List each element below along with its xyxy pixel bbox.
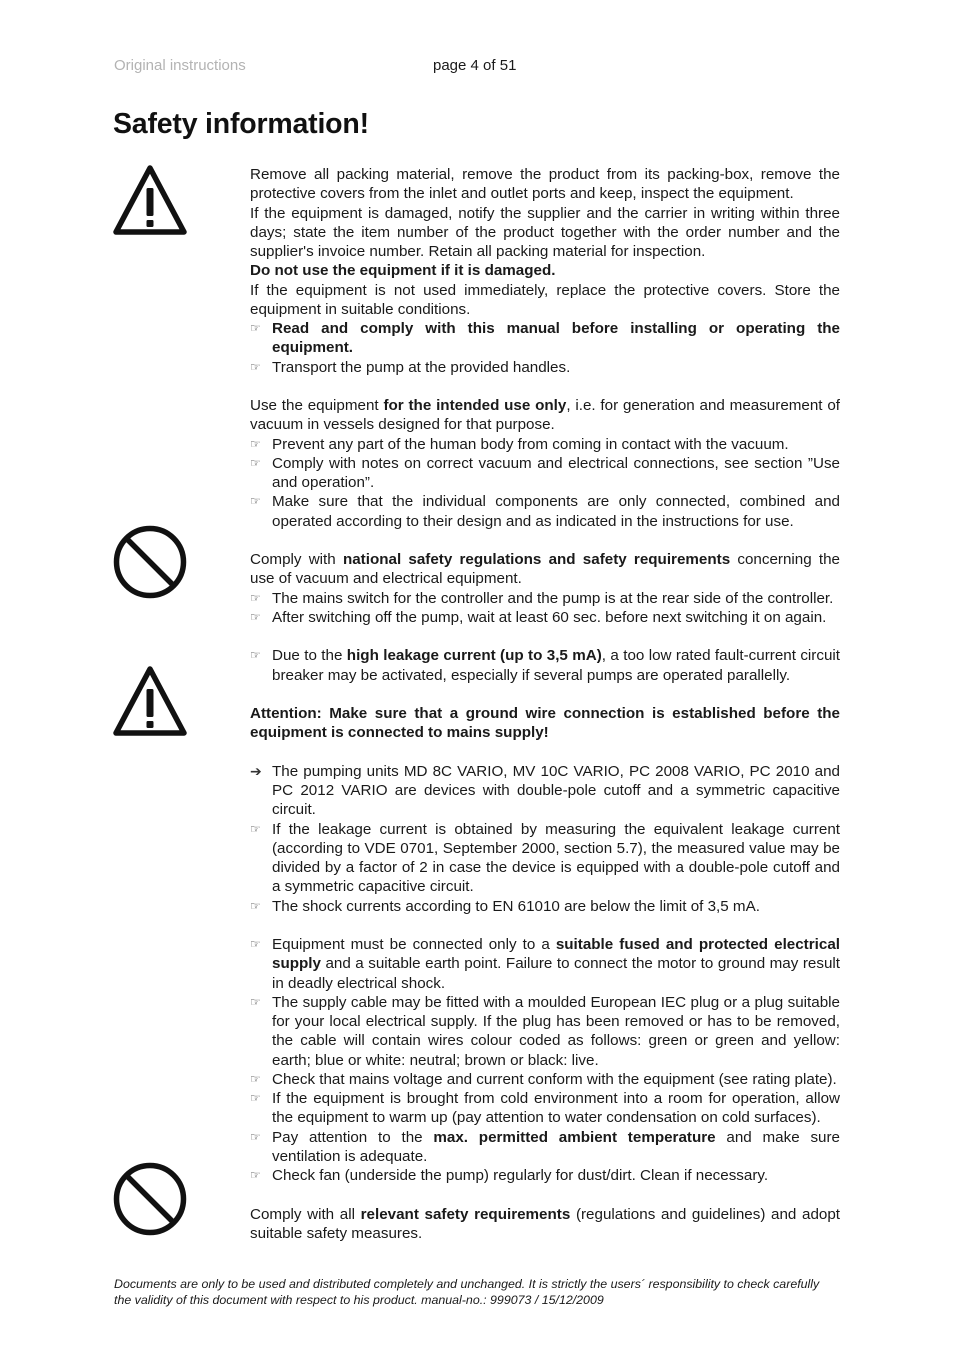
list-item: ☞ Make sure that the individual components are only connected, combined and operated according to their design and as indicated in the instructions for use. — [250, 493, 840, 530]
damage-warning: Do not use the equipment if it is damaged. — [250, 262, 556, 280]
pointing-hand-icon: ☞ — [250, 1129, 261, 1144]
safety-content — [250, 165, 840, 1243]
arrow-right-icon: ➔ — [250, 762, 262, 779]
list-item: ☞ Due to the high leakage current (up to 3,5 mA), a too low rated fault-current circuit breaker may be activated, especially if several pumps are operated parallelly. — [250, 647, 840, 684]
header-original-instructions: Original instructions — [114, 57, 246, 74]
pointing-hand-icon: ☞ — [250, 821, 261, 836]
pointing-hand-icon: ☞ — [250, 994, 261, 1009]
list-item: ☞ Comply with notes on correct vacuum and electrical connections, see section ”Use and operation”. — [250, 454, 840, 491]
storage-paragraph: If the equipment is not used immediately, replace the protective covers. Store the equipment in suitable conditions. — [250, 281, 840, 318]
list-item: ☞ The mains switch for the controller and the pump is at the rear side of the controller. — [250, 589, 834, 607]
list-item: ☞ If the leakage current is obtained by measuring the equivalent leakage current (according to VDE 0701, September 2000, section 5.7), the measured value may be divided by a factor of 2 in case the device is equipped with a double-pole cutoff and a symmetric capacitive circuit. — [250, 820, 840, 896]
list-item: ☞ Pay attention to the max. permitted ambient temperature and make sure ventilation is adequate. — [250, 1128, 840, 1165]
list-item: ☞ The supply cable may be fitted with a moulded European IEC plug or a plug suitable for your local electrical supply. If the plug has been removed or has to be removed, the cable will contain wires colour coded as follows: green or green and yellow: earth; blue or white: neutral; brown or black: live. — [250, 993, 840, 1069]
unpack-paragraph: Remove all packing material, remove the product from its packing-box, remove the protective covers from the inlet and outlet ports and keep, inspect the equipment. — [250, 166, 840, 203]
pointing-hand-icon: ☞ — [250, 321, 261, 335]
page-number: page 4 of 51 — [433, 57, 517, 74]
safety-requirements-paragraph: Comply with all relevant safety requirements (regulations and guidelines) and adopt suitable safety measures. — [250, 1205, 841, 1242]
intended-use-paragraph: Use the equipment for the intended use only, i.e. for generation and measurement of vacuum in vessels designed for that purpose. — [250, 397, 840, 434]
pointing-hand-icon: ☞ — [250, 1091, 261, 1105]
page-title: Safety information! — [113, 108, 369, 140]
footer-line: the validity of this document with respect to his product. manual-no.: 999073 / 15/12/2009 — [114, 1293, 604, 1307]
list-item: ☞ Transport the pump at the provided handles. — [250, 358, 571, 376]
regulations-paragraph: Comply with national safety regulations and safety requirements concerning the use of vacuum and electrical equipment. — [250, 551, 840, 588]
list-item: ☞ Check that mains voltage and current conform with the equipment (see rating plate). — [250, 1070, 837, 1088]
footer-line: Documents are only to be used and distributed completely and unchanged. It is strictly the users´ responsibility to check carefully — [114, 1277, 820, 1291]
warning-triangle-icon — [112, 162, 188, 238]
prohibition-icon — [112, 1161, 188, 1237]
pointing-hand-icon: ☞ — [250, 1168, 261, 1182]
pointing-hand-icon: ☞ — [250, 609, 261, 624]
warning-triangle-icon — [112, 663, 188, 739]
list-item: ☞ Check fan (underside the pump) regularly for dust/dirt. Clean if necessary. — [250, 1167, 769, 1184]
list-item: ☞ Read and comply with this manual before installing or operating the equipment. — [250, 320, 840, 357]
prohibition-icon — [112, 524, 188, 600]
pointing-hand-icon: ☞ — [250, 937, 261, 951]
pointing-hand-icon: ☞ — [250, 1071, 261, 1086]
damage-paragraph: If the equipment is damaged, notify the supplier and the carrier in writing within three days; state the item number of the product together with the order number and the supplier's invoice number. Retain all packing material for inspection. — [250, 204, 840, 260]
list-item: ☞ The shock currents according to EN 61010 are below the limit of 3,5 mA. — [250, 897, 760, 915]
list-item: ☞ Prevent any part of the human body from coming in contact with the vacuum. — [250, 435, 789, 453]
pointing-hand-icon: ☞ — [250, 648, 261, 663]
list-item: ☞ After switching off the pump, wait at least 60 sec. before next switching it on again. — [250, 608, 827, 626]
pointing-hand-icon: ☞ — [250, 590, 261, 605]
pointing-hand-icon: ☞ — [250, 494, 261, 509]
pointing-hand-icon: ☞ — [250, 359, 261, 374]
pointing-hand-icon: ☞ — [250, 898, 261, 913]
pointing-hand-icon: ☞ — [250, 436, 261, 451]
pointing-hand-icon: ☞ — [250, 455, 261, 470]
footer-disclaimer — [114, 1276, 844, 1308]
list-item: ☞ Equipment must be connected only to a suitable fused and protected electrical supply and a suitable earth point. Failure to connect the motor to ground may result in deadly electrical shock. — [250, 936, 840, 992]
ground-wire-attention: Attention: Make sure that a ground wire connection is established before the equipment is connected to mains supply! — [250, 705, 840, 742]
list-item: ➔ The pumping units MD 8C VARIO, MV 10C VARIO, PC 2008 VARIO, PC 2010 and PC 2012 VARIO are devices with double-pole cutoff and a symmetric capacitive circuit. — [250, 762, 840, 819]
list-item: ☞ If the equipment is brought from cold environment into a room for operation, allow the equipment to warm up (pay attention to water condensation on cold surfaces). — [250, 1090, 840, 1127]
